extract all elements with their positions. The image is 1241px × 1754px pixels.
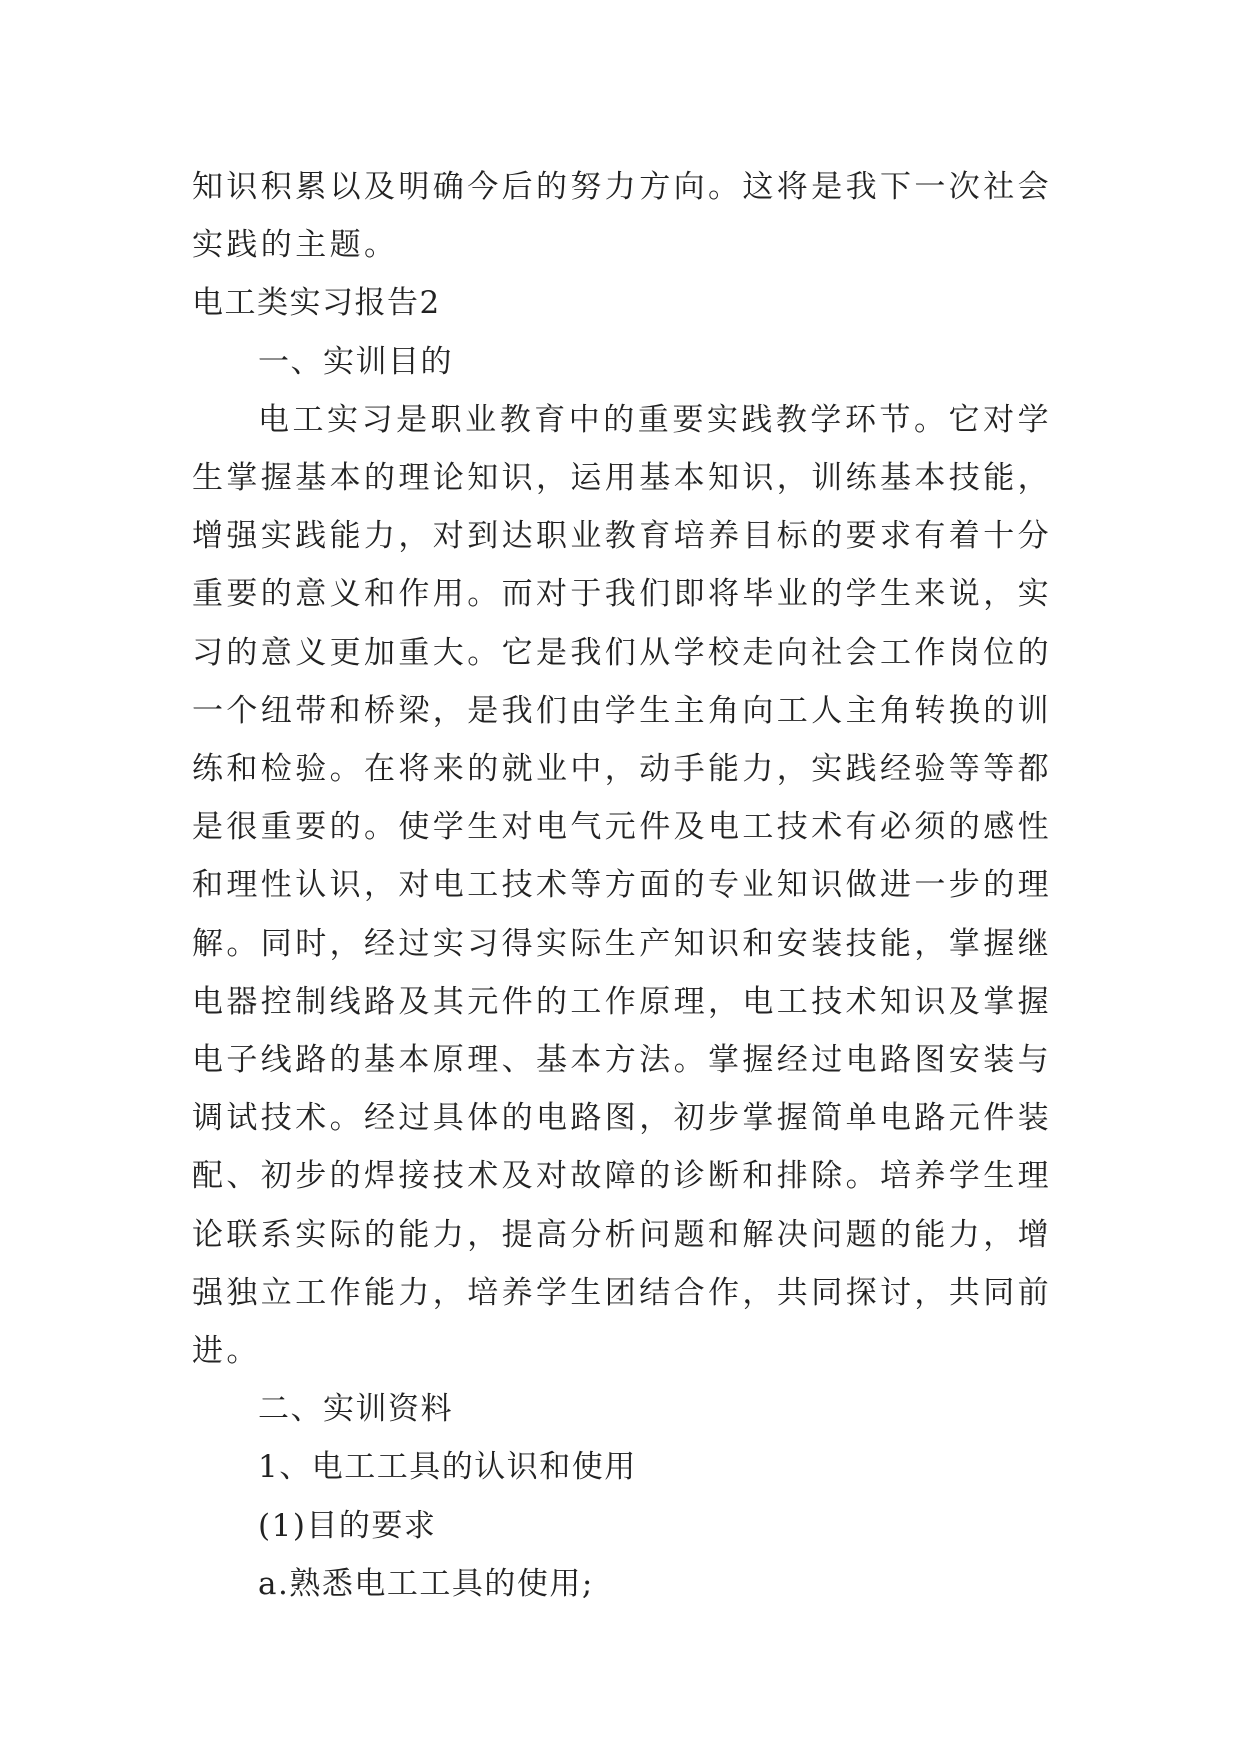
subsection1-item-heading: (1)目的要求 (258, 1507, 437, 1544)
document-page (192, 158, 1052, 1613)
subsection1-heading: 1、电工工具的认识和使用 (258, 1449, 637, 1486)
subsection1-item-a: a.熟悉电工工具的使用; (258, 1565, 594, 1602)
intro-paragraph: 知识积累以及明确今后的努力方向。这将是我下一次社会实践的主题。 (192, 169, 1052, 264)
section1-heading: 一、实训目的 (258, 343, 453, 380)
section2-heading: 二、实训资料 (258, 1391, 453, 1428)
section1-paragraph: 电工实习是职业教育中的重要实践教学环节。它对学生掌握基本的理论知识，运用基本知识，训练基本技能，增强实践能力，对到达职业教育培养目标的要求有着十分重要的意义和作用。而对于我们即将毕业的学生来说，实习的意义更加重大。它是我们从学校走向社会工作岗位的一个纽带和桥梁，是我们由学生主角向工人主角转换的训练和检验。在将来的就业中，动手能力，实践经验等等都是很重要的。使学生对电气元件及电工技术有必须的感性和理性认识，对电工技术等方面的专业知识做进一步的理解。同时，经过实习得实际生产知识和安装技能，掌握继电器控制线路及其元件的工作原理，电工技术知识及掌握电子线路的基本原理、基本方法。掌握经过电路图安装与调试技术。经过具体的电路图，初步掌握简单电路元件装配、初步的焊接技术及对故障的诊断和排除。培养学生理论联系实际的能力，提高分析问题和解决问题的能力，增强独立工作能力，培养学生团结合作，共同探讨，共同前进。 (192, 401, 1052, 1370)
report-title: 电工类实习报告2 (192, 285, 441, 322)
